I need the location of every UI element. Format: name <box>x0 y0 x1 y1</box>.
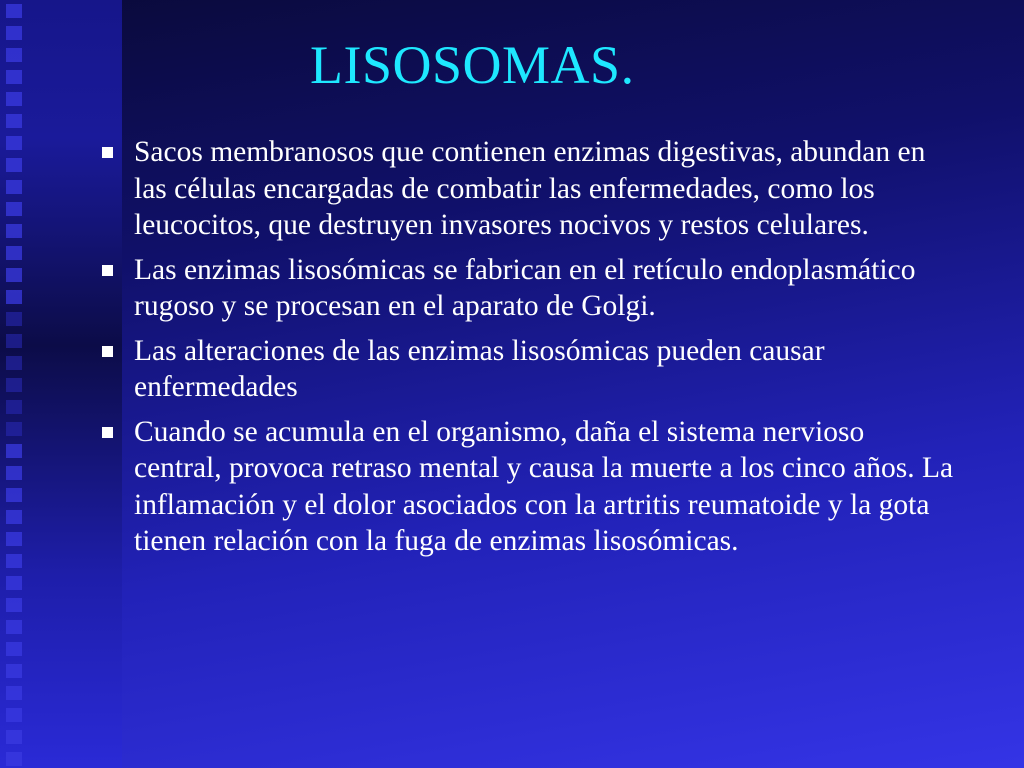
square-bullet-icon <box>102 427 113 438</box>
decorative-square <box>6 356 22 370</box>
decorative-square <box>6 466 22 480</box>
bullet-list <box>96 134 956 568</box>
bullet-item <box>96 414 956 560</box>
decorative-square <box>6 92 22 106</box>
decorative-square <box>6 598 22 612</box>
bullet-item <box>96 333 956 406</box>
decorative-square <box>6 730 22 744</box>
bullet-text: Cuando se acumula en el organismo, daña el sistema nervioso central, provoca retraso mental y causa la muerte a los cinco años. La inflamación y el dolor asociados con la artritis reumatoide y la gota tienen relación con la fuga de enzimas lisosómicas. <box>134 415 954 557</box>
square-bullet-icon <box>102 265 113 276</box>
square-bullet-icon <box>102 346 113 357</box>
decorative-square <box>6 708 22 722</box>
decorative-square <box>6 642 22 656</box>
decorative-square <box>6 202 22 216</box>
decorative-square <box>6 488 22 502</box>
decorative-square <box>6 48 22 62</box>
decorative-square <box>6 246 22 260</box>
decorative-square <box>6 686 22 700</box>
decorative-square <box>6 4 22 18</box>
decorative-square <box>6 70 22 84</box>
decorative-square <box>6 378 22 392</box>
decorative-square <box>6 136 22 150</box>
decorative-square <box>6 312 22 326</box>
decorative-square <box>6 664 22 678</box>
decorative-square <box>6 26 22 40</box>
decorative-square <box>6 422 22 436</box>
decorative-square-column <box>6 0 28 768</box>
decorative-square <box>6 158 22 172</box>
decorative-square <box>6 268 22 282</box>
decorative-square <box>6 224 22 238</box>
bullet-item <box>96 252 956 325</box>
decorative-square <box>6 532 22 546</box>
decorative-square <box>6 576 22 590</box>
decorative-square <box>6 620 22 634</box>
decorative-square <box>6 290 22 304</box>
decorative-square <box>6 400 22 414</box>
decorative-square <box>6 752 22 766</box>
slide-title: LISOSOMAS. <box>310 35 635 95</box>
decorative-square <box>6 180 22 194</box>
decorative-square <box>6 554 22 568</box>
bullet-text: Sacos membranosos que contienen enzimas digestivas, abundan en las células encargadas de combatir las enfermedades, como los leucocitos, que destruyen invasores nocivos y restos celulares. <box>134 136 926 241</box>
square-bullet-icon <box>102 147 113 158</box>
bullet-text: Las alteraciones de las enzimas lisosómicas pueden causar enfermedades <box>134 334 825 403</box>
decorative-square <box>6 444 22 458</box>
decorative-square <box>6 334 22 348</box>
bullet-item <box>96 134 956 244</box>
bullet-text: Las enzimas lisosómicas se fabrican en el retículo endoplasmático rugoso y se procesan en el aparato de Golgi. <box>134 253 916 322</box>
decorative-square <box>6 510 22 524</box>
decorative-square <box>6 114 22 128</box>
